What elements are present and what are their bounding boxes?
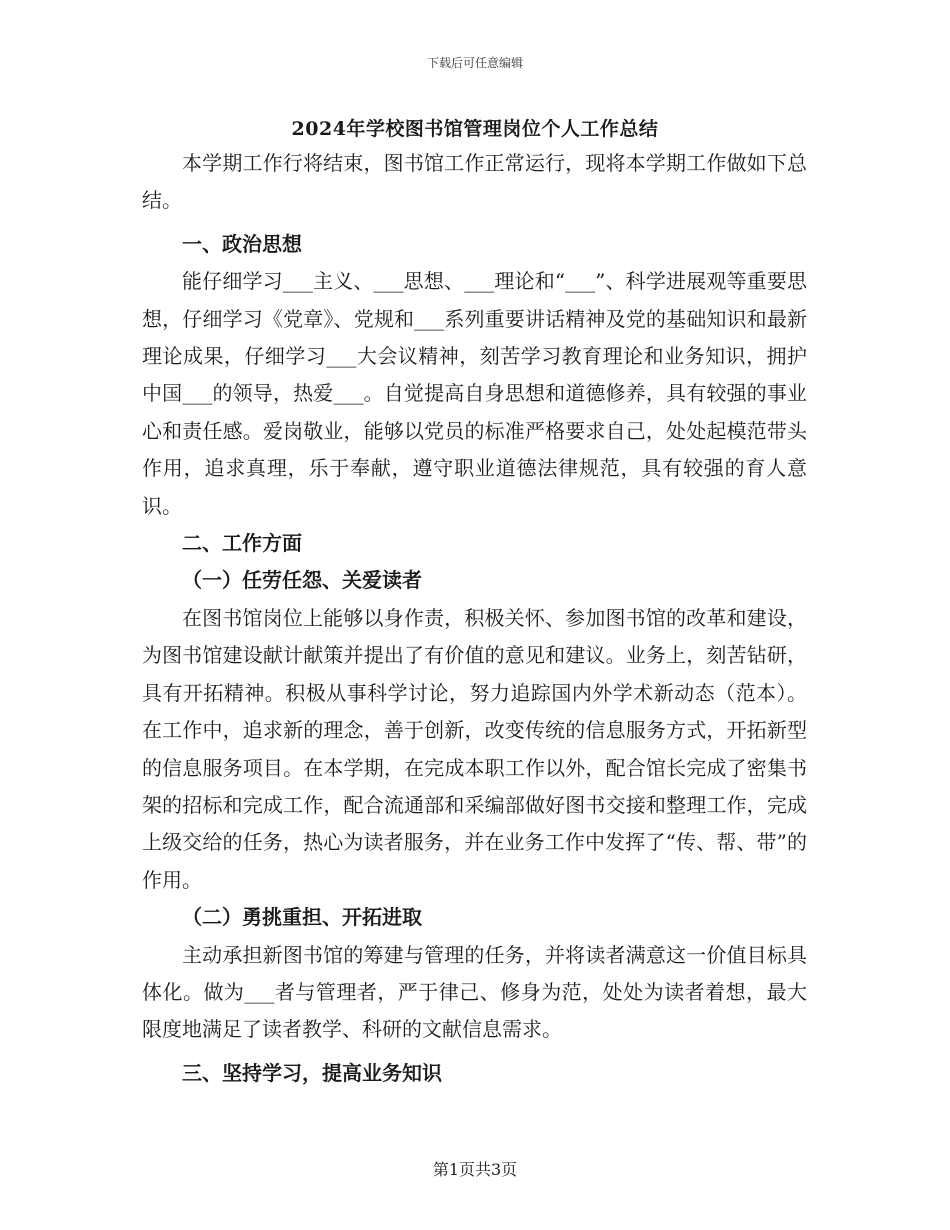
readers-paragraph: 在图书馆岗位上能够以身作责，积极关怀、参加图书馆的改革和建设，为图书馆建设献计献策并提出了有价值的意见和建议。业务上，刻苦钻研，具有开拓精神。积极从事科学讨论，努力追踪国内外学术新动态（范本）。在工作中，追求新的理念，善于创新，改变传统的信息服务方式，开拓新型的信息服务项目。在本学期，在完成本职工作以外，配合馆长完成了密集书架的招标和完成工作，配合流通部和采编部做好图书交接和整理工作，完成上级交给的任务，热心为读者服务，并在业务工作中发挥了“传、帮、带”的作用。 [142, 605, 807, 892]
politics-paragraph: 能仔细学习___主义、___思想、___理论和“___”、科学进展观等重要思想，仔细学习《党章》、党规和___系列重要讲话精神及党的基础知识和最新理论成果，仔细学习___大会议精神，刻苦学习教育理论和业务知识，拥护中国___的领导，热爱___。自觉提高自身思想和道德修养，具有较强的事业心和责任感。爱岗敬业，能够以党员的标准严格要求自己，处处起模范带头作用，追求真理，乐于奉献，遵守职业道德法律规范，具有较强的育人意识。 [142, 269, 807, 518]
page-number: 第1页共3页 [432, 1160, 518, 1179]
download-note: 下载后可任意编辑 [426, 56, 523, 70]
document-body [142, 145, 807, 1092]
subsection-heading-readers: （一）任劳任怨、关爱读者 [182, 568, 422, 593]
document-title: 2024年学校图书馆管理岗位个人工作总结 [291, 118, 659, 140]
intro-paragraph: 本学期工作行将结束，图书馆工作正常运行，现将本学期工作做如下总结。 [142, 151, 807, 213]
section-heading-learning: 三、坚持学习，提高业务知识 [182, 1060, 442, 1085]
progress-paragraph: 主动承担新图书馆的筹建与管理的任务，并将读者满意这一价值目标具体化。做为___者与管理者，严于律己、修身为范，处处为读者着想，最大限度地满足了读者教学、科研的文献信息需求。 [142, 942, 807, 1042]
section-heading-work: 二、工作方面 [182, 531, 302, 556]
section-heading-politics: 一、政治思想 [182, 231, 302, 256]
subsection-heading-progress: （二）勇挑重担、开拓进取 [182, 905, 422, 930]
